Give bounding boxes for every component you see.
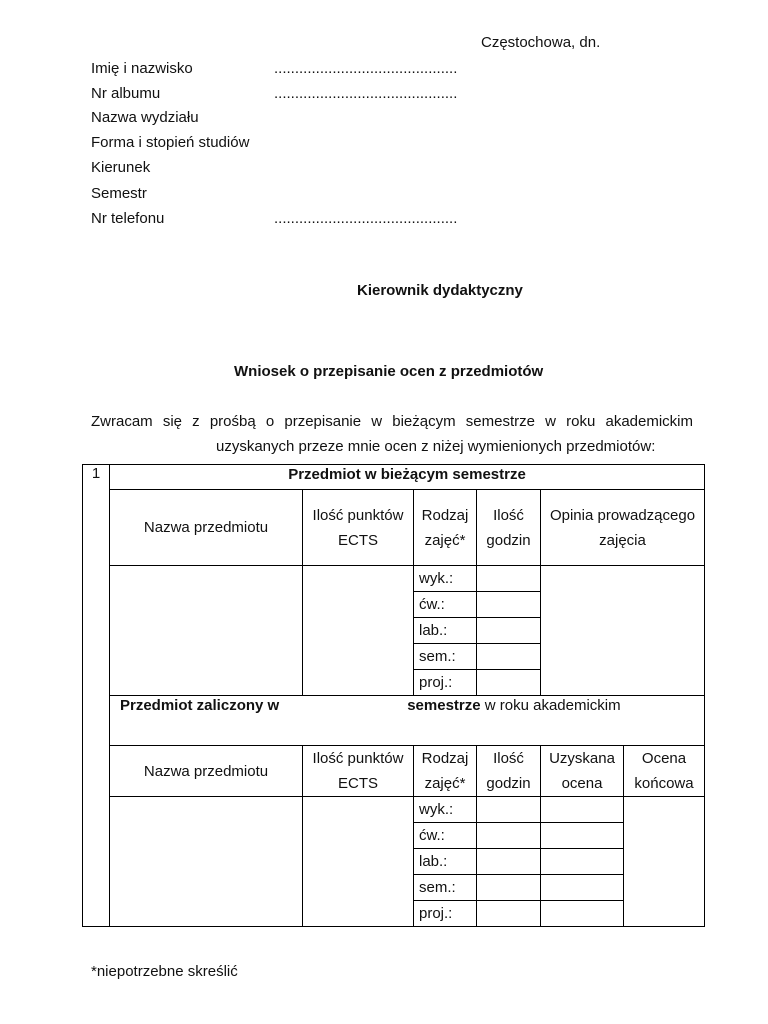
s2-type-seminar: sem.: bbox=[414, 875, 477, 901]
document-title: Wniosek o przepisanie ocen z przedmiotów bbox=[234, 363, 544, 380]
s1-cell-opinion[interactable] bbox=[541, 566, 705, 696]
s1-hours-exercises[interactable] bbox=[477, 592, 541, 618]
field-label-semester: Semestr bbox=[91, 185, 147, 202]
s1-hours-lecture[interactable] bbox=[477, 566, 541, 592]
s1-cell-ects[interactable] bbox=[303, 566, 414, 696]
s1-type-project: proj.: bbox=[414, 670, 477, 696]
s2-type-project: proj.: bbox=[414, 901, 477, 927]
section2-title-rest: w roku akademickim bbox=[480, 697, 621, 714]
s2-type-lab: lab.: bbox=[414, 849, 477, 875]
section2-title-part2: semestrze bbox=[407, 697, 481, 714]
section2-title-part1: Przedmiot zaliczony w bbox=[120, 697, 280, 714]
footnote: *niepotrzebne skreślić bbox=[91, 963, 238, 980]
recipient: Kierownik dydaktyczny bbox=[357, 282, 523, 299]
section2-title bbox=[110, 696, 705, 746]
s2-header-final: Ocena końcowa bbox=[624, 746, 705, 797]
s2-grade-seminar[interactable] bbox=[541, 875, 624, 901]
field-label-phone: Nr telefonu bbox=[91, 210, 165, 227]
s1-type-lab: lab.: bbox=[414, 618, 477, 644]
s1-header-ects: Ilość punktów ECTS bbox=[303, 490, 414, 566]
s2-type-lecture: wyk.: bbox=[414, 797, 477, 823]
s2-hours-project[interactable] bbox=[477, 901, 541, 927]
s2-cell-name[interactable] bbox=[110, 797, 303, 927]
s2-grade-exercises[interactable] bbox=[541, 823, 624, 849]
field-label-study-form: Forma i stopień studiów bbox=[91, 134, 250, 151]
s1-header-hours: Ilość godzin bbox=[477, 490, 541, 566]
s2-grade-lab[interactable] bbox=[541, 849, 624, 875]
s2-grade-project[interactable] bbox=[541, 901, 624, 927]
s2-header-ects: Ilość punktów ECTS bbox=[303, 746, 414, 797]
field-label-faculty: Nazwa wydziału bbox=[91, 109, 199, 126]
field-dots-phone[interactable]: ............................................ bbox=[274, 210, 458, 227]
s2-hours-lab[interactable] bbox=[477, 849, 541, 875]
s2-header-hours: Ilość godzin bbox=[477, 746, 541, 797]
row-number: 1 bbox=[83, 465, 110, 927]
section1-title: Przedmiot w bieżącym semestrze bbox=[110, 465, 705, 490]
s2-type-exercises: ćw.: bbox=[414, 823, 477, 849]
field-label-major: Kierunek bbox=[91, 159, 151, 176]
field-dots-name[interactable]: ............................................ bbox=[274, 60, 458, 77]
field-label-album: Nr albumu bbox=[91, 85, 161, 102]
s1-header-opinion: Opinia prowadzącego zajęcia bbox=[541, 490, 705, 566]
s1-hours-seminar[interactable] bbox=[477, 644, 541, 670]
s2-header-type: Rodzaj zajęć* bbox=[414, 746, 477, 797]
s1-type-seminar: sem.: bbox=[414, 644, 477, 670]
s2-cell-ects[interactable] bbox=[303, 797, 414, 927]
field-label-name: Imię i nazwisko bbox=[91, 60, 193, 77]
s2-header-grade: Uzyskana ocena bbox=[541, 746, 624, 797]
s1-header-name: Nazwa przedmiotu bbox=[110, 490, 303, 566]
subjects-table bbox=[82, 464, 705, 927]
s1-cell-name[interactable] bbox=[110, 566, 303, 696]
paragraph-line-1: Zwracam się z prośbą o przepisanie w bieżącym semestrze w roku akademickim bbox=[91, 413, 693, 430]
place-date: Częstochowa, dn. bbox=[481, 34, 601, 51]
s2-grade-lecture[interactable] bbox=[541, 797, 624, 823]
paragraph-line-2: uzyskanych przeze mnie ocen z niżej wymienionych przedmiotów: bbox=[216, 438, 656, 455]
s1-hours-lab[interactable] bbox=[477, 618, 541, 644]
s1-type-lecture: wyk.: bbox=[414, 566, 477, 592]
s2-cell-final[interactable] bbox=[624, 797, 705, 927]
s2-hours-lecture[interactable] bbox=[477, 797, 541, 823]
s1-type-exercises: ćw.: bbox=[414, 592, 477, 618]
s2-hours-exercises[interactable] bbox=[477, 823, 541, 849]
field-dots-album[interactable]: ............................................ bbox=[274, 85, 458, 102]
s1-header-type: Rodzaj zajęć* bbox=[414, 490, 477, 566]
s1-hours-project[interactable] bbox=[477, 670, 541, 696]
s2-header-name: Nazwa przedmiotu bbox=[110, 746, 303, 797]
s2-hours-seminar[interactable] bbox=[477, 875, 541, 901]
